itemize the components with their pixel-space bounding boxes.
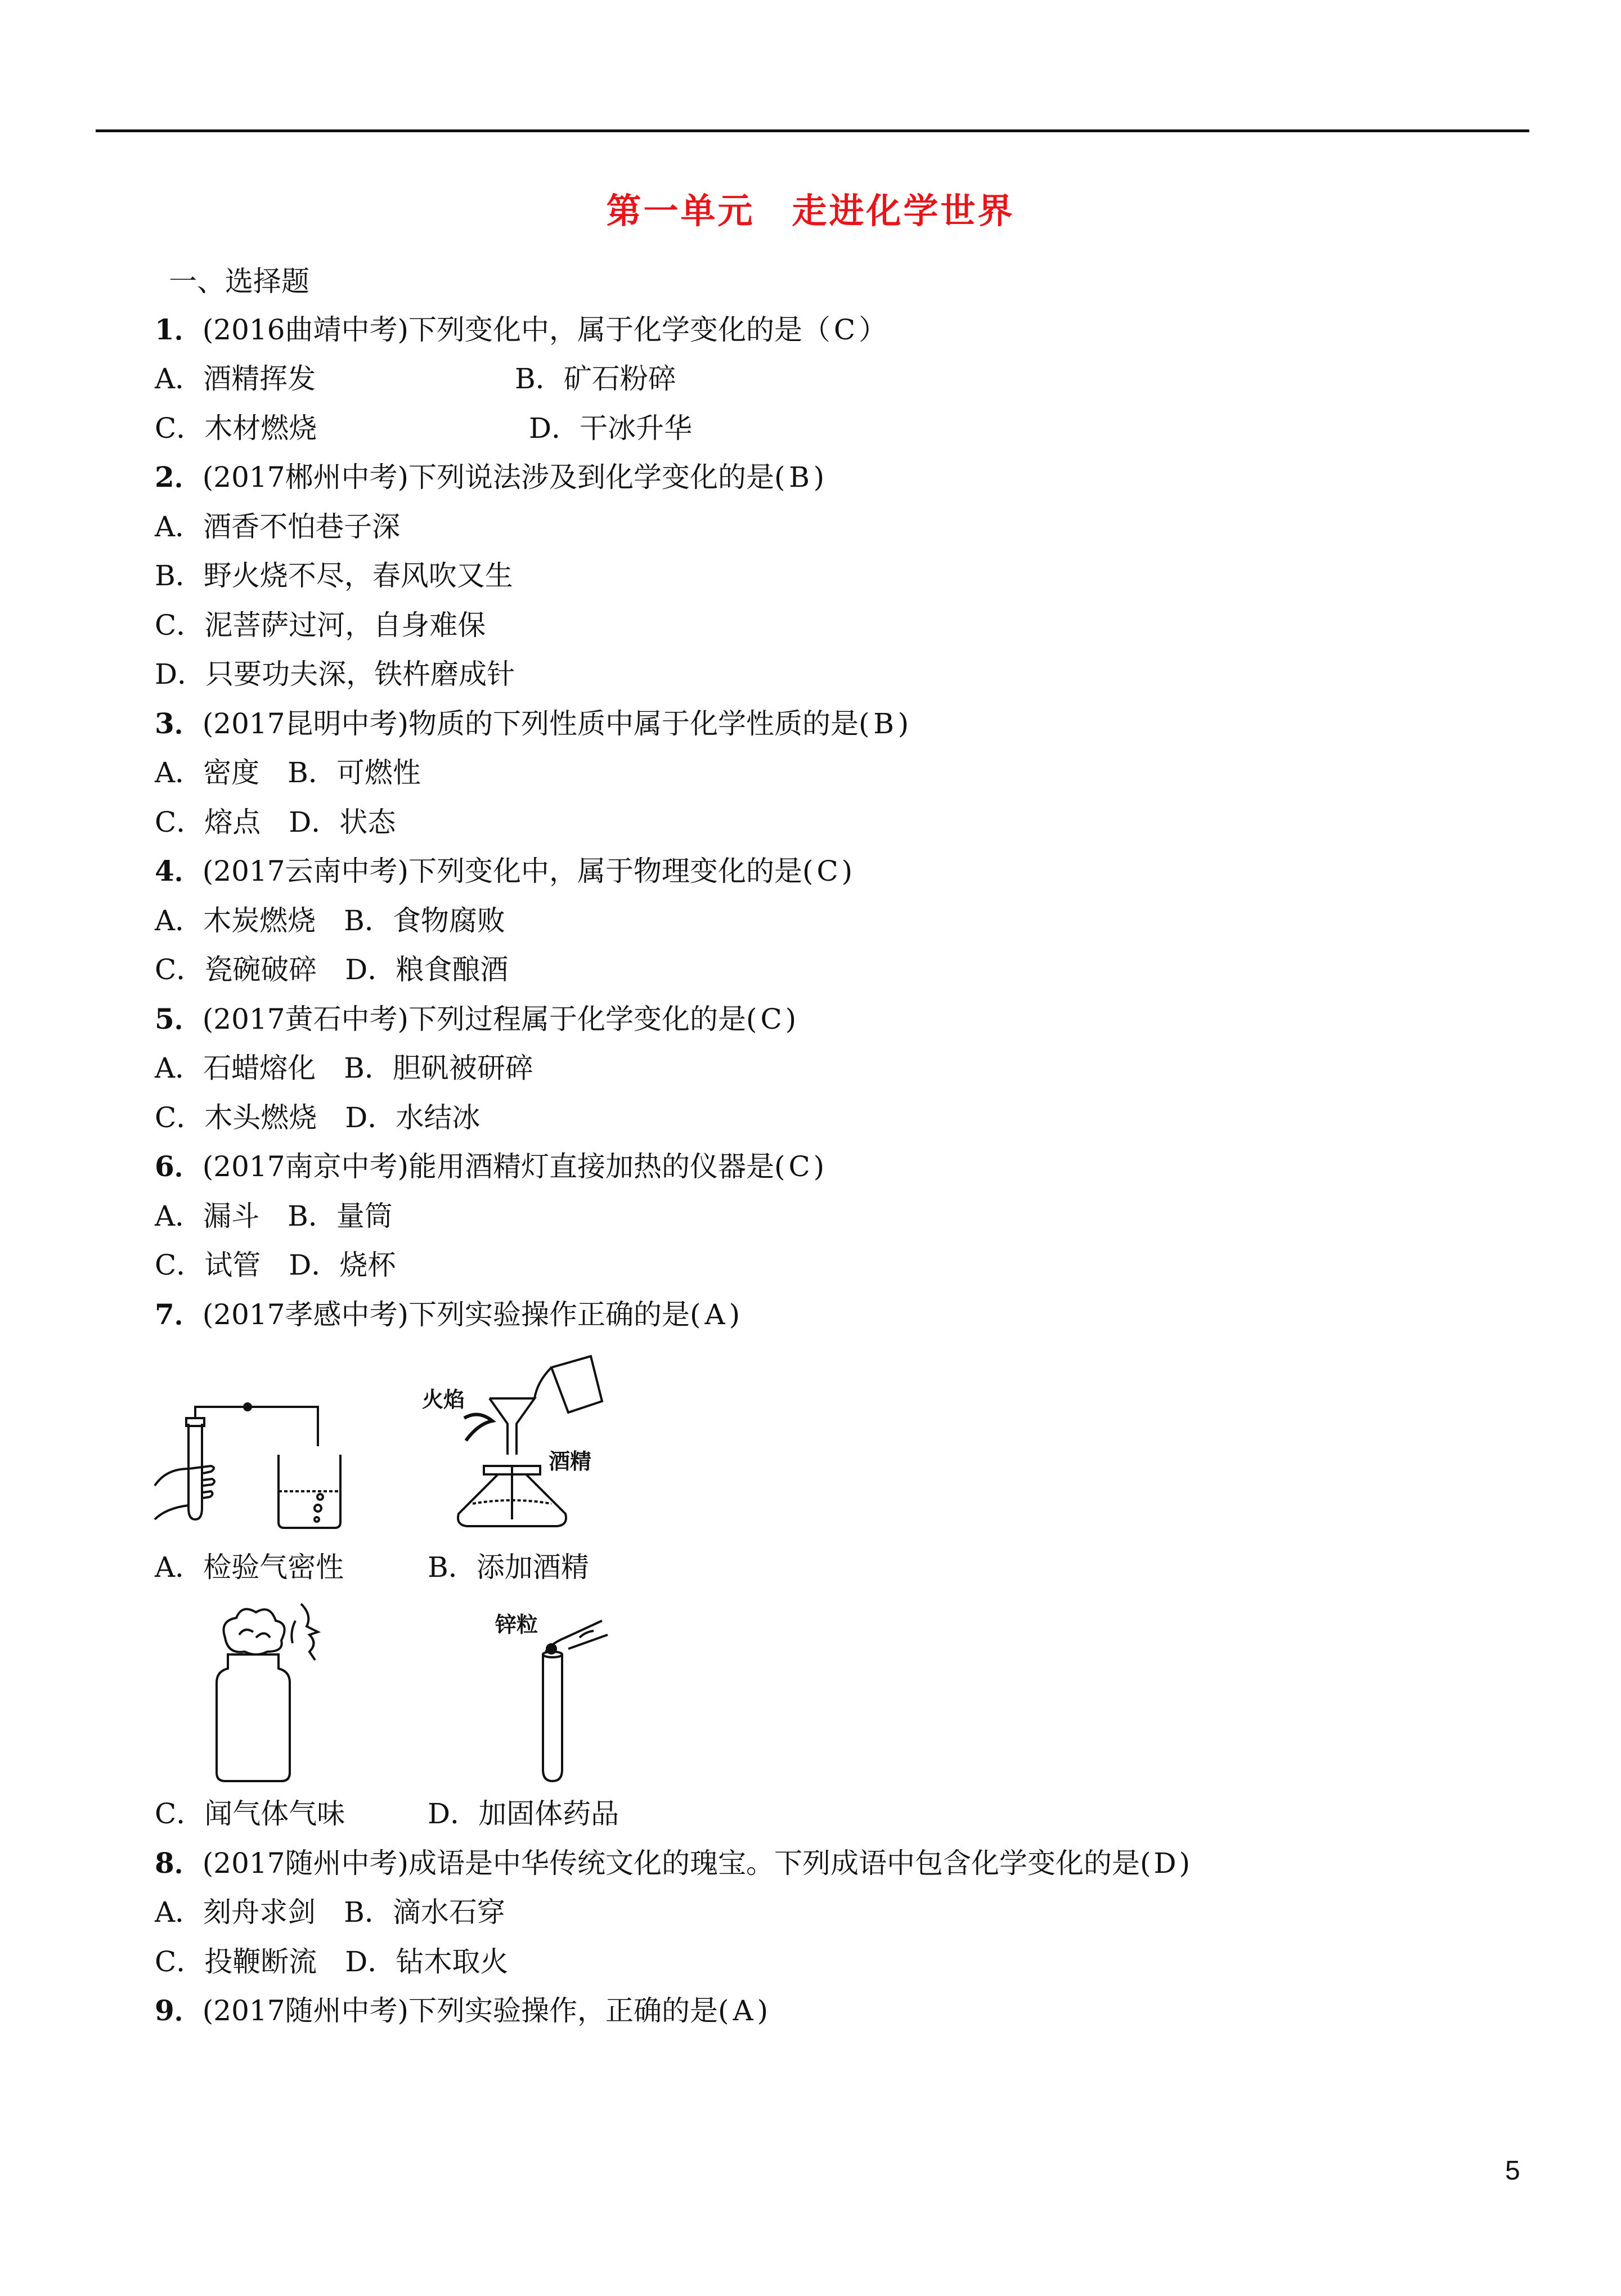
option: D．干冰升华 (529, 412, 693, 445)
question-6: 6．(2017南京中考)能用酒精灯直接加热的仪器是( C ) (155, 1150, 825, 1183)
option: B．野火烧不尽，春风吹又生 (155, 559, 513, 592)
answer: C (816, 855, 838, 887)
question-4: 4．(2017云南中考)下列变化中，属于物理变化的是( C ) (155, 854, 853, 887)
option: C．木材燃烧 (155, 412, 317, 445)
option: C．投鞭断流 D．钻木取火 (155, 1945, 509, 1978)
option: C．木头燃烧 D．水结冰 (155, 1101, 481, 1134)
question-5: 5．(2017黄石中考)下列过程属于化学变化的是( C ) (155, 1002, 797, 1035)
option: D．加固体药品 (428, 1797, 619, 1830)
option: A．检验气密性 (155, 1551, 344, 1584)
option: A．酒香不怕巷子深 (155, 510, 401, 543)
option: A．漏斗 B．量筒 (155, 1200, 393, 1232)
header-rule (96, 129, 1529, 132)
question-7: 7．(2017孝感中考)下列实验操作正确的是( A ) (155, 1298, 740, 1331)
page-number: 5 (1505, 2156, 1520, 2186)
question-1: 1．(2016曲靖中考)下列变化中，属于化学变化的是（ C ） (155, 313, 887, 346)
option: B．矿石粉碎 (515, 362, 676, 395)
option: C．熔点 D．状态 (155, 806, 396, 838)
answer: C (760, 1003, 782, 1035)
answer: D (1153, 1847, 1177, 1880)
option: D．只要功夫深，铁杵磨成针 (155, 658, 515, 690)
option: A．刻舟求剑 B．滴水石穿 (155, 1896, 505, 1929)
answer: C (833, 313, 856, 346)
question-9: 9．(2017随州中考)下列实验操作，正确的是( A ) (155, 1994, 769, 2027)
answer: A (704, 1298, 725, 1331)
answer: B (873, 707, 894, 740)
figure-airtightness (149, 1401, 340, 1531)
question-3: 3．(2017昆明中考)物质的下列性质中属于化学性质的是( B ) (155, 707, 909, 740)
option: C．试管 D．烧杯 (155, 1249, 396, 1281)
figure-label: 酒精 (549, 1449, 592, 1474)
figure-label: 锌粒 (495, 1612, 538, 1637)
option: A．密度 B．可燃性 (155, 756, 421, 789)
option: B．添加酒精 (428, 1551, 589, 1584)
figure-adding-alcohol (422, 1356, 608, 1531)
option: A．酒精挥发 (155, 362, 316, 395)
question-2: 2．(2017郴州中考)下列说法涉及到化学变化的是( B ) (155, 460, 825, 494)
answer: B (789, 461, 810, 494)
figure-label: 火焰 (422, 1387, 465, 1412)
figure-smelling-gas (200, 1598, 329, 1784)
answer: C (788, 1150, 810, 1183)
figure-adding-solid (495, 1609, 613, 1784)
page-title: 第一单元 走进化学世界 (606, 190, 1015, 231)
option: C．闻气体气味 (155, 1797, 345, 1830)
question-8: 8．(2017随州中考)成语是中华传统文化的瑰宝。下列成语中包含化学变化的是(D) (155, 1846, 1191, 1880)
option: C．瓷碗破碎 D．粮食酿酒 (155, 953, 509, 986)
option: A．石蜡熔化 B．胆矾被研碎 (155, 1052, 533, 1084)
section-heading: 一、选择题 (169, 265, 309, 298)
option: C．泥菩萨过河，自身难保 (155, 609, 486, 642)
option: A．木炭燃烧 B．食物腐败 (155, 904, 505, 937)
answer: A (733, 1994, 753, 2027)
